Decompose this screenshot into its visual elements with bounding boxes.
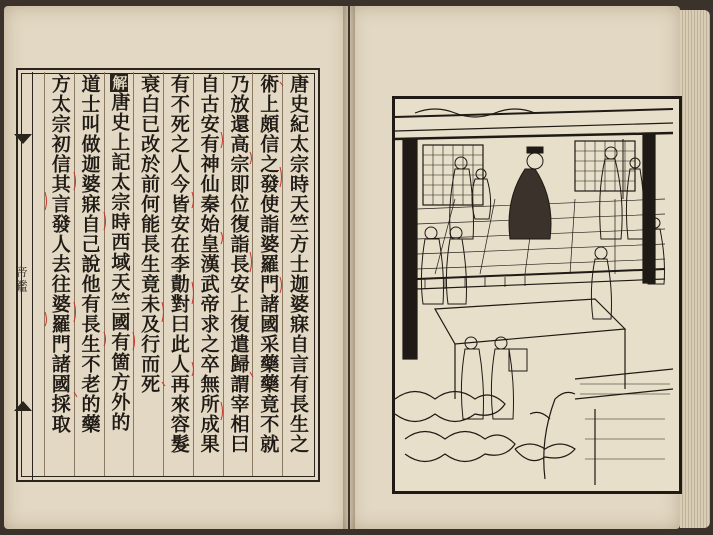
woodblock-illustration bbox=[392, 96, 682, 494]
text-column-6: 衰白已改於前何能長生竟未及行而死 bbox=[133, 72, 163, 476]
text-column-9: 方太宗初信其言發人去往婆羅門諸國採取 bbox=[44, 72, 74, 476]
left-page bbox=[4, 6, 348, 529]
vertical-text-block bbox=[44, 72, 312, 476]
text-column-3: 乃放還高宗即位復詣長安上復遣歸謂宰相曰 bbox=[223, 72, 253, 476]
text-column-4: 自古安有神仙秦始皇漢武帝求之卒無所成果 bbox=[193, 72, 223, 476]
text-column-5: 有不死之人今皆安在李勣對曰此人再來容髮 bbox=[163, 72, 193, 476]
text-column-7: 解唐史上記太宗時西域天竺國有箇方外的 bbox=[104, 72, 134, 476]
margin-title: 帝鑑 bbox=[14, 266, 28, 294]
text-column-1: 唐史紀太宗時天竺方士迦婆寐自言有長生之 bbox=[282, 72, 312, 476]
book-gutter bbox=[343, 6, 355, 529]
text-column-8: 道士叫做迦婆寐自己說他有長生不老的藥 bbox=[74, 72, 104, 476]
commentary-marker: 解 bbox=[110, 75, 129, 91]
text-column-2: 術上頗信之發使詣婆羅門諸國采藥藥竟不就 bbox=[252, 72, 282, 476]
page-edges bbox=[680, 10, 710, 528]
court-scene-drawing bbox=[395, 99, 673, 485]
